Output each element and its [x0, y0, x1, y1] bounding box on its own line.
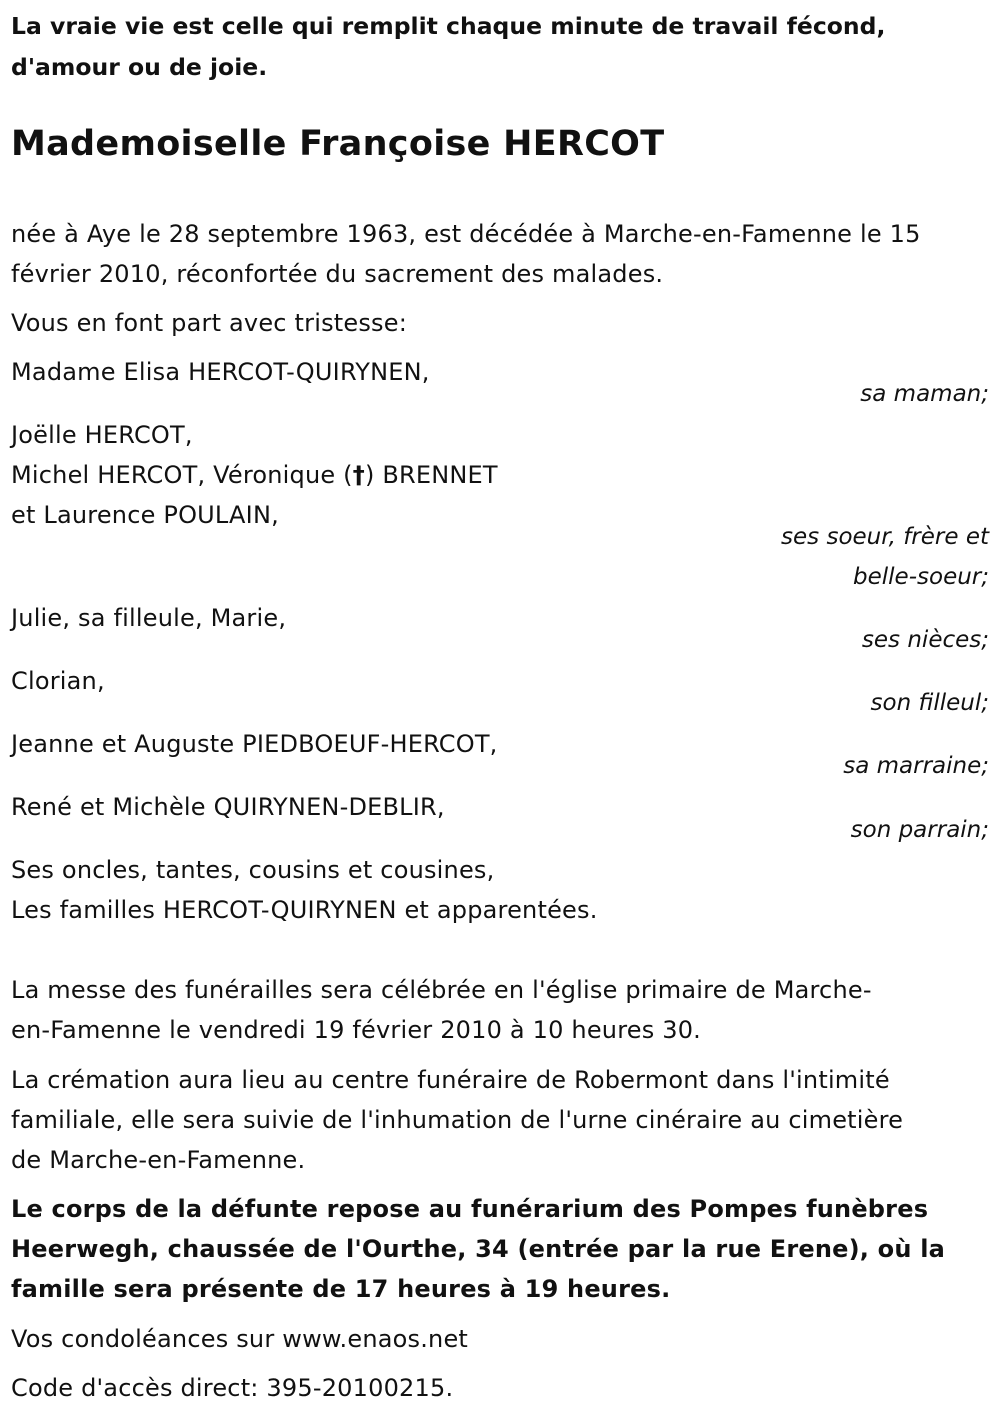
- family-names: Jeanne et Auguste PIEDBOEUF-HERCOT,: [11, 730, 498, 758]
- page-title: Mademoiselle Françoise HERCOT: [11, 124, 665, 164]
- access-code-text: Code d'accès direct: 395-20100215.: [11, 1374, 454, 1402]
- cremation-line-1: La crémation aura lieu au centre funéraire de Robermont dans l'intimité: [11, 1066, 890, 1094]
- funerarium-line-1: Le corps de la défunte repose au funérarium des Pompes funèbres: [11, 1195, 929, 1223]
- family-names: [11, 455, 498, 495]
- family-relation: sa marraine;: [843, 753, 989, 779]
- family-names: Clorian,: [11, 667, 105, 695]
- birth-line-1: née à Aye le 28 septembre 1963, est décédée à Marche-en-Famenne le 15: [11, 220, 921, 248]
- funerarium-line-2: Heerwegh, chaussée de l'Ourthe, 34 (entrée par la rue Erene), où la: [11, 1235, 946, 1263]
- family-name-text: Michel HERCOT, Véronique (: [11, 461, 353, 489]
- mass-line-1: La messe des funérailles sera célébrée en l'église primaire de Marche-: [11, 976, 872, 1004]
- family-names: Madame Elisa HERCOT-QUIRYNEN,: [11, 358, 430, 386]
- family-relation: sa maman;: [860, 381, 989, 407]
- family-name-text: ) BRENNET: [364, 461, 498, 489]
- family-names: Joëlle HERCOT,: [11, 421, 193, 449]
- cremation-line-2: familiale, elle sera suivie de l'inhumation de l'urne cinéraire au cimetière: [11, 1106, 904, 1134]
- funerarium-line-3: famille sera présente de 17 heures à 19 heures.: [11, 1275, 671, 1303]
- quote-line-1: La vraie vie est celle qui remplit chaque minute de travail fécond,: [11, 12, 886, 40]
- family-relation: son parrain;: [850, 817, 989, 843]
- cremation-line-3: de Marche-en-Famenne.: [11, 1146, 306, 1174]
- announce-text: Vous en font part avec tristesse:: [11, 309, 408, 337]
- family-relation: son filleul;: [870, 690, 989, 716]
- family-names: René et Michèle QUIRYNEN-DEBLIR,: [11, 793, 445, 821]
- quote-line-2: d'amour ou de joie.: [11, 53, 268, 81]
- mass-line-2: en-Famenne le vendredi 19 février 2010 à 10 heures 30.: [11, 1016, 702, 1044]
- family-names: Julie, sa filleule, Marie,: [11, 604, 287, 632]
- birth-line-2: février 2010, réconfortée du sacrement des malades.: [11, 260, 664, 288]
- dagger-icon: †: [352, 461, 365, 489]
- family-relation: ses soeur, frère et: [781, 524, 989, 550]
- others-line-2: Les familles HERCOT-QUIRYNEN et apparentées.: [11, 896, 598, 924]
- family-relation: belle-soeur;: [853, 564, 989, 590]
- family-relation: ses nièces;: [861, 627, 989, 653]
- others-line-1: Ses oncles, tantes, cousins et cousines,: [11, 856, 495, 884]
- condolences-text: Vos condoléances sur www.enaos.net: [11, 1325, 469, 1353]
- family-names: et Laurence POULAIN,: [11, 501, 279, 529]
